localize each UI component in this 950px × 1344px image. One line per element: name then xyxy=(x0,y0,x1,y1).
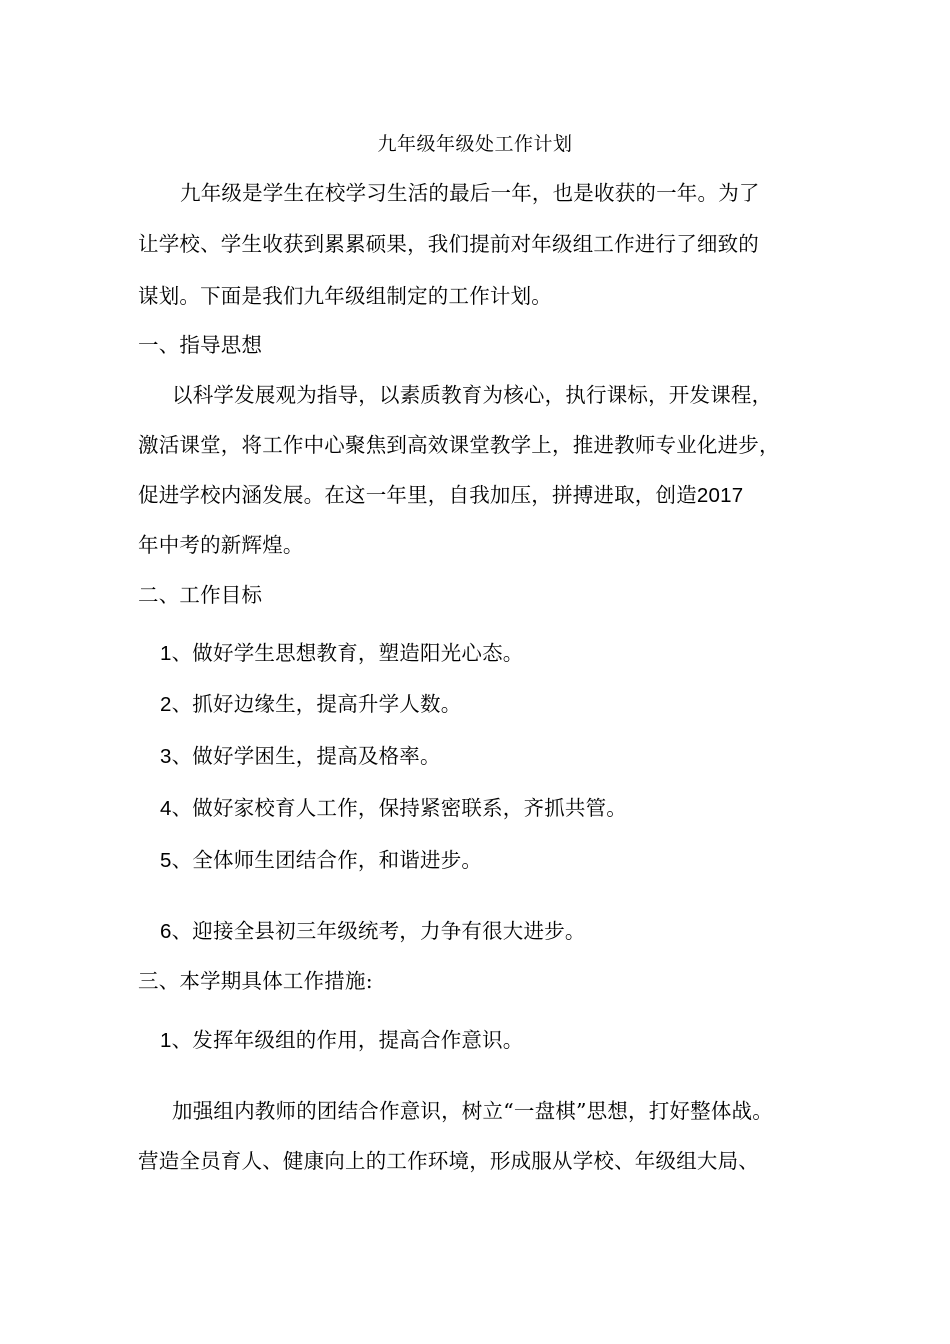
goal-text: 、抓好边缘生，提高升学人数。 xyxy=(171,692,462,716)
goal-item-3 xyxy=(160,741,441,772)
goal-item-5 xyxy=(160,845,482,876)
goal-text: 、迎接全县初三年级统考，力争有很大进步。 xyxy=(171,919,586,943)
measure-line-1: 加强组内教师的团结合作意识，树立“一盘棋”思想，打好整体战。 xyxy=(172,1099,773,1123)
intro-line-1: 九年级是学生在校学习生活的最后一年，也是收获的一年。为了 xyxy=(180,181,760,205)
goal-text: 、做好学生思想教育，塑造阳光心态。 xyxy=(171,641,524,665)
measure-number: 1 xyxy=(160,1029,172,1052)
goal-item-4 xyxy=(160,793,627,824)
goal-number: 4 xyxy=(160,797,172,820)
goal-number: 2 xyxy=(160,693,172,716)
goal-item-1 xyxy=(160,638,524,669)
intro-line-2: 让学校、学生收获到累累硕果，我们提前对年级组工作进行了细致的 xyxy=(138,232,759,256)
section-heading-measures: 三、本学期具体工作措施: xyxy=(138,969,373,993)
measure-text: 、发挥年级组的作用，提高合作意识。 xyxy=(171,1028,524,1052)
guiding-line-4: 年中考的新辉煌。 xyxy=(138,533,304,557)
year-number: 2017 xyxy=(696,484,744,507)
goal-item-2 xyxy=(160,689,461,720)
goal-number: 1 xyxy=(160,642,172,665)
guiding-line-2: 激活课堂，将工作中心聚焦到高效课堂教学上，推进教师专业化进步， xyxy=(138,433,780,457)
guiding-line-1: 以科学发展观为指导，以素质教育为核心，执行课标，开发课程， xyxy=(172,383,773,407)
guiding-line-3 xyxy=(138,480,743,511)
guiding-line-3-text: 促进学校内涵发展。在这一年里，自我加压，拼搏进取，创造 xyxy=(138,483,697,507)
goal-text: 、全体师生团结合作，和谐进步。 xyxy=(171,848,483,872)
goal-number: 5 xyxy=(160,849,172,872)
measure-item-1 xyxy=(160,1025,524,1056)
section-heading-guiding-thought: 一、指导思想 xyxy=(138,333,263,357)
goal-number: 3 xyxy=(160,745,172,768)
measure-line-2: 营造全员育人、健康向上的工作环境，形成服从学校、年级组大局、 xyxy=(138,1149,759,1173)
intro-line-3: 谋划。下面是我们九年级组制定的工作计划。 xyxy=(138,284,552,308)
goal-number: 6 xyxy=(160,920,172,943)
goal-text: 、做好学困生，提高及格率。 xyxy=(171,744,441,768)
document-title: 九年级年级处工作计划 xyxy=(377,133,573,155)
goal-text: 、做好家校育人工作，保持紧密联系，齐抓共管。 xyxy=(171,796,628,820)
section-heading-work-goals: 二、工作目标 xyxy=(138,583,263,607)
goal-item-6 xyxy=(160,916,586,947)
